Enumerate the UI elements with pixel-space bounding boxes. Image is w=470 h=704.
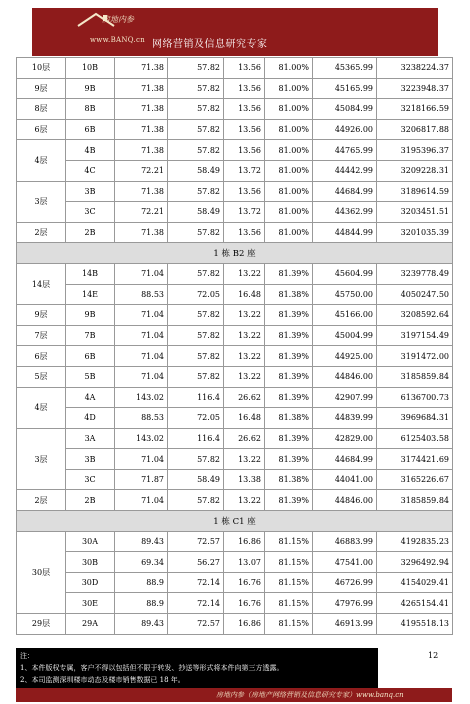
- inner-area-cell: 72.57: [168, 531, 224, 552]
- table-row: [17, 202, 453, 223]
- inner-area-cell: 57.82: [168, 490, 224, 511]
- shared-area-cell: 13.07: [224, 552, 265, 573]
- floor-cell: 4层: [17, 387, 66, 428]
- total-price-cell: 3223948.37: [377, 78, 453, 99]
- unit-cell: 3B: [66, 181, 115, 202]
- total-price-cell: 3197154.49: [377, 325, 453, 346]
- shared-area-cell: 26.62: [224, 428, 265, 449]
- floor-cell: 3层: [17, 181, 66, 222]
- ratio-cell: 81.39%: [265, 366, 313, 387]
- brand-url: www.BANQ.cn: [90, 36, 146, 44]
- area-cell: 71.04: [115, 263, 168, 284]
- unit-cell: 6B: [66, 119, 115, 140]
- unit-cell: 30D: [66, 572, 115, 593]
- inner-area-cell: 57.82: [168, 78, 224, 99]
- unit-price-cell: 45084.99: [313, 99, 377, 120]
- total-price-cell: 3185859.84: [377, 366, 453, 387]
- total-price-cell: 6136700.73: [377, 387, 453, 408]
- ratio-cell: 81.15%: [265, 614, 313, 635]
- unit-price-cell: 45750.00: [313, 284, 377, 305]
- page-number: 12: [428, 651, 439, 660]
- inner-area-cell: 57.82: [168, 449, 224, 470]
- area-cell: 71.38: [115, 222, 168, 243]
- inner-area-cell: 72.14: [168, 572, 224, 593]
- unit-price-cell: 44684.99: [313, 181, 377, 202]
- unit-cell: 9B: [66, 78, 115, 99]
- table-row: [17, 58, 453, 79]
- section-title: 1 栋 C1 座: [17, 511, 453, 532]
- area-cell: 71.04: [115, 449, 168, 470]
- floor-cell: 2层: [17, 490, 66, 511]
- total-price-cell: 3195396.37: [377, 140, 453, 161]
- area-cell: 143.02: [115, 428, 168, 449]
- area-cell: 72.21: [115, 160, 168, 181]
- shared-area-cell: 13.22: [224, 346, 265, 367]
- floor-cell: 29层: [17, 614, 66, 635]
- floor-cell: 2层: [17, 222, 66, 243]
- shared-area-cell: 13.22: [224, 449, 265, 470]
- unit-cell: 29A: [66, 614, 115, 635]
- inner-area-cell: 56.27: [168, 552, 224, 573]
- brand-slogan: 网络营销及信息研究专家: [152, 39, 268, 50]
- price-table-body: [17, 58, 453, 635]
- table-row: [17, 263, 453, 284]
- ratio-cell: 81.39%: [265, 387, 313, 408]
- section-title: 1 栋 B2 座: [17, 243, 453, 264]
- unit-price-cell: 44844.99: [313, 222, 377, 243]
- unit-cell: 7B: [66, 325, 115, 346]
- unit-price-cell: 44926.00: [313, 119, 377, 140]
- table-row: [17, 140, 453, 161]
- inner-area-cell: 57.82: [168, 140, 224, 161]
- ratio-cell: 81.00%: [265, 119, 313, 140]
- table-row: [17, 78, 453, 99]
- floor-cell: 9层: [17, 78, 66, 99]
- unit-price-cell: 47976.99: [313, 593, 377, 614]
- table-row: [17, 99, 453, 120]
- area-cell: 71.04: [115, 305, 168, 326]
- table-row: [17, 469, 453, 490]
- shared-area-cell: 16.48: [224, 284, 265, 305]
- area-cell: 88.9: [115, 593, 168, 614]
- inner-area-cell: 58.49: [168, 469, 224, 490]
- ratio-cell: 81.39%: [265, 263, 313, 284]
- total-price-cell: 3165226.67: [377, 469, 453, 490]
- total-price-cell: 3209228.31: [377, 160, 453, 181]
- unit-cell: 4C: [66, 160, 115, 181]
- table-row: [17, 593, 453, 614]
- unit-price-cell: 44846.00: [313, 490, 377, 511]
- shared-area-cell: 16.76: [224, 572, 265, 593]
- section-row: [17, 511, 453, 532]
- table-row: [17, 572, 453, 593]
- area-cell: 71.38: [115, 78, 168, 99]
- table-row: [17, 428, 453, 449]
- shared-area-cell: 13.22: [224, 305, 265, 326]
- table-row: [17, 552, 453, 573]
- shared-area-cell: 26.62: [224, 387, 265, 408]
- total-price-cell: 3238224.37: [377, 58, 453, 79]
- price-table: [16, 57, 453, 635]
- shared-area-cell: 16.76: [224, 593, 265, 614]
- unit-cell: 2B: [66, 490, 115, 511]
- floor-cell: 9层: [17, 305, 66, 326]
- area-cell: 88.53: [115, 284, 168, 305]
- inner-area-cell: 57.82: [168, 222, 224, 243]
- inner-area-cell: 116.4: [168, 428, 224, 449]
- table-row: [17, 119, 453, 140]
- unit-cell: 4A: [66, 387, 115, 408]
- ratio-cell: 81.39%: [265, 428, 313, 449]
- total-price-cell: 3191472.00: [377, 346, 453, 367]
- area-cell: 71.87: [115, 469, 168, 490]
- inner-area-cell: 57.82: [168, 58, 224, 79]
- inner-area-cell: 57.82: [168, 99, 224, 120]
- shared-area-cell: 16.86: [224, 531, 265, 552]
- note-line-1: 1、本件版权专属，客户不得以包括但不限于转发、抄送等形式将本件向第三方透露。: [20, 664, 284, 672]
- table-row: [17, 490, 453, 511]
- unit-cell: 2B: [66, 222, 115, 243]
- unit-price-cell: 46913.99: [313, 614, 377, 635]
- floor-cell: 6层: [17, 119, 66, 140]
- price-table-container: [16, 57, 452, 646]
- unit-price-cell: 45004.99: [313, 325, 377, 346]
- shared-area-cell: 13.72: [224, 160, 265, 181]
- area-cell: 71.38: [115, 140, 168, 161]
- unit-cell: 14E: [66, 284, 115, 305]
- total-price-cell: 4050247.50: [377, 284, 453, 305]
- area-cell: 143.02: [115, 387, 168, 408]
- shared-area-cell: 13.72: [224, 202, 265, 223]
- unit-cell: 5B: [66, 366, 115, 387]
- ratio-cell: 81.38%: [265, 469, 313, 490]
- floor-cell: 10层: [17, 58, 66, 79]
- unit-cell: 30E: [66, 593, 115, 614]
- ratio-cell: 81.39%: [265, 325, 313, 346]
- shared-area-cell: 16.86: [224, 614, 265, 635]
- shared-area-cell: 13.56: [224, 99, 265, 120]
- table-row: [17, 387, 453, 408]
- unit-cell: 9B: [66, 305, 115, 326]
- inner-area-cell: 57.82: [168, 263, 224, 284]
- shared-area-cell: 13.56: [224, 181, 265, 202]
- unit-cell: 30A: [66, 531, 115, 552]
- ratio-cell: 81.00%: [265, 181, 313, 202]
- inner-area-cell: 57.82: [168, 181, 224, 202]
- total-price-cell: 3206817.88: [377, 119, 453, 140]
- area-cell: 71.04: [115, 325, 168, 346]
- shared-area-cell: 13.56: [224, 58, 265, 79]
- total-price-cell: 3218166.59: [377, 99, 453, 120]
- shared-area-cell: 13.22: [224, 263, 265, 284]
- shared-area-cell: 16.48: [224, 408, 265, 429]
- unit-cell: 4D: [66, 408, 115, 429]
- floor-cell: 3层: [17, 428, 66, 490]
- total-price-cell: 3208592.64: [377, 305, 453, 326]
- floor-cell: 4层: [17, 140, 66, 181]
- table-row: [17, 449, 453, 470]
- inner-area-cell: 72.14: [168, 593, 224, 614]
- inner-area-cell: 58.49: [168, 160, 224, 181]
- unit-price-cell: 44442.99: [313, 160, 377, 181]
- unit-price-cell: 46883.99: [313, 531, 377, 552]
- shared-area-cell: 13.56: [224, 222, 265, 243]
- area-cell: 88.53: [115, 408, 168, 429]
- area-cell: 71.04: [115, 366, 168, 387]
- unit-price-cell: 44839.99: [313, 408, 377, 429]
- section-row: [17, 243, 453, 264]
- total-price-cell: 3201035.39: [377, 222, 453, 243]
- shared-area-cell: 13.22: [224, 366, 265, 387]
- floor-cell: 14层: [17, 263, 66, 304]
- total-price-cell: 6125403.58: [377, 428, 453, 449]
- area-cell: 71.38: [115, 119, 168, 140]
- ratio-cell: 81.39%: [265, 346, 313, 367]
- table-row: [17, 346, 453, 367]
- unit-cell: 3B: [66, 449, 115, 470]
- unit-price-cell: 44684.99: [313, 449, 377, 470]
- ratio-cell: 81.00%: [265, 78, 313, 99]
- ratio-cell: 81.38%: [265, 284, 313, 305]
- total-price-cell: 4154029.41: [377, 572, 453, 593]
- unit-cell: 4B: [66, 140, 115, 161]
- ratio-cell: 81.00%: [265, 140, 313, 161]
- area-cell: 71.38: [115, 58, 168, 79]
- table-row: [17, 222, 453, 243]
- ratio-cell: 81.00%: [265, 222, 313, 243]
- area-cell: 71.04: [115, 490, 168, 511]
- unit-price-cell: 44362.99: [313, 202, 377, 223]
- inner-area-cell: 72.05: [168, 408, 224, 429]
- total-price-cell: 3189614.59: [377, 181, 453, 202]
- area-cell: 88.9: [115, 572, 168, 593]
- header-banner: [32, 8, 438, 56]
- ratio-cell: 81.00%: [265, 58, 313, 79]
- ratio-cell: 81.15%: [265, 552, 313, 573]
- area-cell: 89.43: [115, 614, 168, 635]
- area-cell: 71.38: [115, 99, 168, 120]
- inner-area-cell: 116.4: [168, 387, 224, 408]
- shared-area-cell: 13.38: [224, 469, 265, 490]
- unit-cell: 10B: [66, 58, 115, 79]
- table-row: [17, 408, 453, 429]
- area-cell: 69.34: [115, 552, 168, 573]
- ratio-cell: 81.15%: [265, 593, 313, 614]
- unit-price-cell: 44846.00: [313, 366, 377, 387]
- ratio-cell: 81.00%: [265, 202, 313, 223]
- brand-name: 房地内参: [102, 15, 134, 24]
- table-row: [17, 305, 453, 326]
- unit-cell: 3A: [66, 428, 115, 449]
- area-cell: 71.38: [115, 181, 168, 202]
- table-row: [17, 160, 453, 181]
- unit-price-cell: 44041.00: [313, 469, 377, 490]
- notes-title: 注：: [20, 652, 34, 660]
- total-price-cell: 3296492.94: [377, 552, 453, 573]
- unit-price-cell: 42829.00: [313, 428, 377, 449]
- shared-area-cell: 13.56: [224, 78, 265, 99]
- unit-cell: 8B: [66, 99, 115, 120]
- total-price-cell: 3239778.49: [377, 263, 453, 284]
- ratio-cell: 81.15%: [265, 531, 313, 552]
- floor-cell: 8层: [17, 99, 66, 120]
- unit-cell: 14B: [66, 263, 115, 284]
- inner-area-cell: 72.57: [168, 614, 224, 635]
- unit-price-cell: 44925.00: [313, 346, 377, 367]
- unit-price-cell: 46726.99: [313, 572, 377, 593]
- unit-price-cell: 45165.99: [313, 78, 377, 99]
- total-price-cell: 4192835.23: [377, 531, 453, 552]
- ratio-cell: 81.39%: [265, 305, 313, 326]
- total-price-cell: 3203451.51: [377, 202, 453, 223]
- floor-cell: 5层: [17, 366, 66, 387]
- ratio-cell: 81.00%: [265, 160, 313, 181]
- floor-cell: 7层: [17, 325, 66, 346]
- unit-price-cell: 44765.99: [313, 140, 377, 161]
- ratio-cell: 81.39%: [265, 490, 313, 511]
- ratio-cell: 81.00%: [265, 99, 313, 120]
- note-line-2: 2、本司监测深圳楼市动态及楼市销售数据已 18 年。: [20, 676, 185, 684]
- inner-area-cell: 57.82: [168, 325, 224, 346]
- footer-brand-text: 房地内参（房地产网络营销及信息研究专家）www.banq.cn: [216, 691, 404, 699]
- table-row: [17, 366, 453, 387]
- area-cell: 72.21: [115, 202, 168, 223]
- table-row: [17, 325, 453, 346]
- unit-price-cell: 45166.00: [313, 305, 377, 326]
- unit-cell: 3C: [66, 202, 115, 223]
- unit-cell: 6B: [66, 346, 115, 367]
- unit-price-cell: 45604.99: [313, 263, 377, 284]
- unit-price-cell: 42907.99: [313, 387, 377, 408]
- inner-area-cell: 57.82: [168, 119, 224, 140]
- unit-price-cell: 47541.00: [313, 552, 377, 573]
- total-price-cell: 4265154.41: [377, 593, 453, 614]
- total-price-cell: 3185859.84: [377, 490, 453, 511]
- inner-area-cell: 57.82: [168, 305, 224, 326]
- total-price-cell: 3969684.31: [377, 408, 453, 429]
- inner-area-cell: 57.82: [168, 366, 224, 387]
- inner-area-cell: 58.49: [168, 202, 224, 223]
- ratio-cell: 81.38%: [265, 408, 313, 429]
- unit-cell: 3C: [66, 469, 115, 490]
- area-cell: 71.04: [115, 346, 168, 367]
- shared-area-cell: 13.22: [224, 490, 265, 511]
- floor-cell: 6层: [17, 346, 66, 367]
- table-row: [17, 614, 453, 635]
- inner-area-cell: 72.05: [168, 284, 224, 305]
- unit-cell: 30B: [66, 552, 115, 573]
- shared-area-cell: 13.22: [224, 325, 265, 346]
- shared-area-cell: 13.56: [224, 140, 265, 161]
- table-row: [17, 531, 453, 552]
- total-price-cell: 3174421.69: [377, 449, 453, 470]
- table-row: [17, 181, 453, 202]
- total-price-cell: 4195518.13: [377, 614, 453, 635]
- ratio-cell: 81.15%: [265, 572, 313, 593]
- unit-price-cell: 45365.99: [313, 58, 377, 79]
- inner-area-cell: 57.82: [168, 346, 224, 367]
- ratio-cell: 81.39%: [265, 449, 313, 470]
- area-cell: 89.43: [115, 531, 168, 552]
- shared-area-cell: 13.56: [224, 119, 265, 140]
- footer-bar: [16, 688, 452, 702]
- table-row: [17, 284, 453, 305]
- floor-cell: 30层: [17, 531, 66, 613]
- footer-notes: [16, 648, 378, 688]
